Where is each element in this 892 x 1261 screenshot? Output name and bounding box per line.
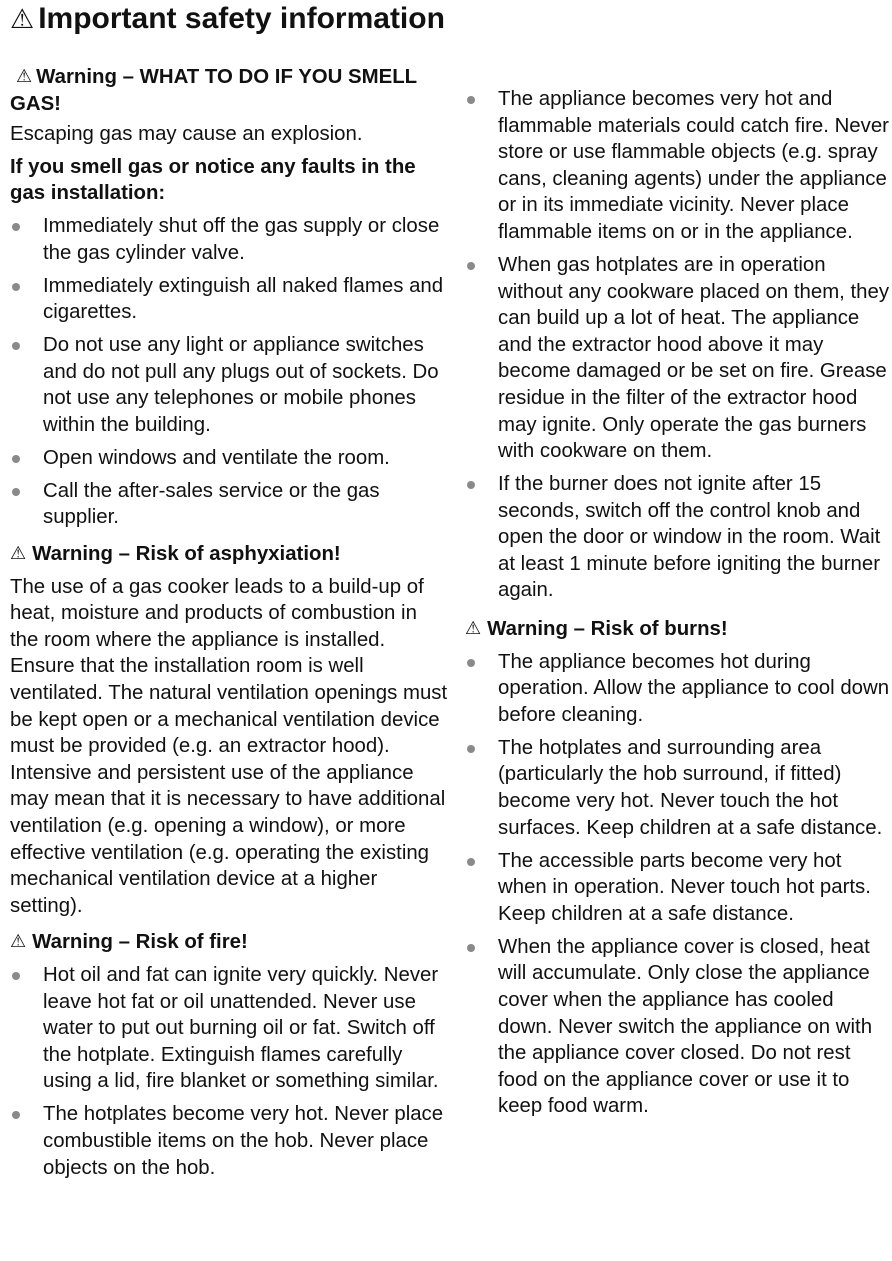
section-heading [10,929,450,956]
list-item [10,213,450,266]
bullet-icon [12,342,20,350]
subheading: If you smell gas or notice any faults in the gas installation: [10,155,416,205]
list-item [465,86,892,246]
fire-warning-section [10,929,450,1181]
list-item [10,962,450,1095]
list-item [465,848,892,928]
list-item-text: Immediately shut off the gas supply or close the gas cylinder valve. [43,214,440,264]
bullet-icon [467,262,475,270]
warning-icon: ⚠ [10,543,27,564]
list-item-text: Hot oil and fat can ignite very quickly. Never leave hot fat or oil unattended. Never use water to put out burning oil or fat. Switch off the hotplate. Extinguish flames carefully using a lid, fire blanket or something similar. [43,963,439,1093]
list-item-text: When gas hotplates are in operation without any cookware placed on them, they can build up a lot of heat. The appliance and the extractor hood above it may become damaged or be set on fire. Grease residue in the filter of the extractor hood may ignite. Only operate the gas burners with cookware on them. [498,253,890,463]
list-item-text: The appliance becomes very hot and flammable materials could catch fire. Never store or use flammable objects (e.g. spray cans, cleaning agents) under the appliance or in its immediate vicinity. Never place flammable items on or in the appliance. [498,88,889,243]
heading-text: Warning – WHAT TO DO IF YOU SMELL GAS! [10,66,417,115]
list-item-text: The accessible parts become very hot when in operation. Never touch hot parts. Keep children at a safe distance. [498,849,871,925]
bullet-icon [12,488,20,496]
gas-warning-section [10,64,450,531]
list-item-text: If the burner does not ignite after 15 seconds, switch off the control knob and open the door or window in the room. Wait at least 1 minute before igniting the burner again. [498,473,881,602]
list-item [465,471,892,604]
bullet-icon [467,481,475,489]
list-item [10,273,450,326]
list-item [10,332,450,438]
list-item [10,478,450,531]
bullet-icon [12,455,20,463]
page-title [10,0,445,38]
bullet-icon [467,858,475,866]
intro-text: Escaping gas may cause an explosion. [10,123,363,146]
list-item [465,934,892,1120]
bullet-icon [467,96,475,104]
section-heading [10,64,450,117]
bullet-icon [12,1111,20,1119]
bullet-icon [467,745,475,753]
warning-icon: ⚠ [10,4,35,34]
list-item-text: The appliance becomes hot during operation. Allow the appliance to cool down before cleaning. [498,650,890,726]
section-heading [465,616,892,643]
heading-text: Warning – Risk of burns! [487,618,728,641]
warning-icon: ⚠ [465,618,482,639]
bullet-icon [12,972,20,980]
list-item-text: Immediately extinguish all naked flames and cigarettes. [43,274,444,324]
list-item-text: Call the after-sales service or the gas supplier. [43,479,380,529]
burns-warning-section [465,616,892,1120]
body-text: The use of a gas cooker leads to a build-up of heat, moisture and products of combustion in the room where the appliance is installed. Ensure that the installation room is well ventilated. The natural ventilation openings must be kept open or a mechanical ventilation device must be provided (e.g. an extractor hood). Intensive and persistent use of the appliance may mean that it is necessary to have additional ventilation (e.g. opening a window), or more effective ventilation (e.g. operating the existing mechanical ventilation device at a higher setting). [10,575,448,917]
page-title-text: Important safety information [38,2,445,35]
list-item [465,252,892,465]
gas-action-list [10,213,450,531]
list-item [465,735,892,841]
heading-text: Warning – Risk of asphyxiation! [32,543,341,566]
list-item-text: Do not use any light or appliance switches and do not pull any plugs out of sockets. Do not use any telephones or mobile phones within the building. [43,334,439,436]
bullet-icon [467,944,475,952]
left-column [10,64,450,1191]
list-item [10,1101,450,1181]
fire-continued-list [465,86,892,604]
asphyxiation-warning-section [10,541,450,919]
list-item-text: Open windows and ventilate the room. [43,446,390,469]
bullet-icon [467,659,475,667]
bullet-icon [12,223,20,231]
fire-list [10,962,450,1181]
bullet-icon [12,283,20,291]
list-item-text: The hotplates become very hot. Never place combustible items on the hob. Never place objects on the hob. [43,1103,444,1179]
heading-text: Warning – Risk of fire! [32,931,248,954]
right-column [465,86,892,1130]
burns-list [465,649,892,1120]
warning-icon: ⚠ [16,66,33,86]
list-item [10,445,450,472]
list-item [465,649,892,729]
warning-icon: ⚠ [10,931,27,952]
list-item-text: When the appliance cover is closed, heat will accumulate. Only close the appliance cover when the appliance has cooled down. Never switch the appliance on with the appliance cover closed. Do not rest food on the appliance cover or use it to keep food warm. [498,935,873,1118]
list-item-text: The hotplates and surrounding area (particularly the hob surround, if fitted) become very hot. Never touch the hot surfaces. Keep children at a safe distance. [498,736,883,839]
section-heading [10,541,450,568]
